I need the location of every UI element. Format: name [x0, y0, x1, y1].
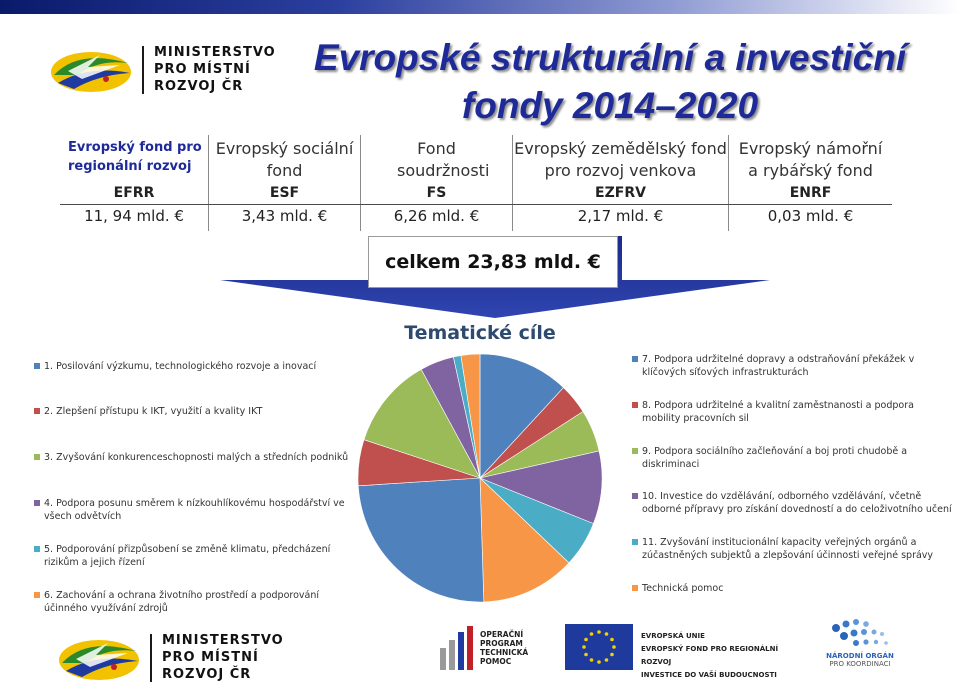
legend-label: 2. Zlepšení přístupu k IKT, využití a kvality IKT [44, 406, 263, 417]
narodni-organ-text [820, 652, 900, 668]
narodni-line2: PRO KOORDINACI [829, 660, 891, 668]
legend-item [34, 360, 354, 373]
legend-item [34, 405, 354, 418]
ministry-emblem-icon [48, 45, 134, 95]
ministry-line3: ROZVOJ ČR [162, 667, 252, 682]
fund-amount: 0,03 mld. € [767, 207, 854, 225]
legend-item [632, 353, 952, 379]
legend-item [34, 451, 354, 464]
narodni-organ-logo [820, 616, 900, 672]
eu-star-icon [597, 660, 601, 664]
fund-abbr: ESF [269, 185, 300, 201]
fund-abbr: FS [426, 185, 447, 201]
fund-name: Evropský námořní a rybářský fond [738, 139, 883, 180]
fund-abbr: EZFRV [595, 185, 646, 201]
eu-star-icon [612, 645, 616, 649]
legend-swatch [632, 539, 638, 545]
fund-name: Evropský fond pro regionální rozvoj [68, 140, 202, 174]
legend-label: 5. Podporování přizpůsobení se změně klimatu, předcházení rizikům a jejich řízení [44, 544, 331, 568]
legend-label: 9. Podpora sociálního začleňování a boj proti chudobě a diskriminaci [642, 446, 908, 470]
legend-swatch [34, 592, 40, 598]
op-line1: OPERAČNÍ [480, 630, 524, 639]
fund-amount: 6,26 mld. € [393, 207, 480, 225]
fund-column [60, 135, 208, 231]
legend-item [34, 497, 354, 523]
legend-item [632, 536, 952, 562]
legend-swatch [34, 500, 40, 506]
thematic-goals-pie-chart [356, 352, 604, 604]
legend-item [632, 490, 952, 516]
funds-table [60, 135, 892, 231]
fund-column [513, 135, 728, 231]
ministry-line2: PRO MÍSTNÍ [162, 650, 259, 665]
legend-swatch [34, 408, 40, 414]
legend-swatch [34, 454, 40, 460]
legend-item [34, 589, 354, 615]
op-line2: PROGRAM [480, 639, 523, 648]
ministry-line3: ROZVOJ ČR [154, 79, 244, 94]
op-technicka-pomoc-logo [440, 626, 540, 670]
ministry-logo [48, 44, 276, 95]
fund-amount: 2,17 mld. € [577, 207, 664, 225]
legend-label: 8. Podpora udržitelné a kvalitní zaměstnanosti a podpora mobility pracovních sil [642, 400, 914, 424]
eu-star-icon [582, 645, 586, 649]
eu-line1: EVROPSKÁ UNIE [641, 632, 705, 640]
logo-divider [142, 46, 144, 94]
fund-amount: 3,43 mld. € [241, 207, 328, 225]
legend-swatch [632, 493, 638, 499]
eu-star-icon [590, 658, 594, 662]
legend-item [34, 543, 354, 569]
eu-star-icon [597, 630, 601, 634]
op-bars-icon [440, 626, 474, 670]
legend-item [632, 399, 952, 425]
legend-item [632, 445, 952, 471]
fund-name: Evropský zemědělský fond pro rozvoj venkova [514, 139, 727, 180]
eu-star-icon [584, 653, 588, 657]
legend-label: 7. Podpora udržitelné dopravy a odstraňování překážek v klíčových síťových infrastrukturách [642, 354, 915, 378]
total-amount-box: celkem 23,83 mld. € [368, 236, 618, 288]
eu-star-icon [605, 658, 609, 662]
fund-column [729, 135, 892, 231]
eu-star-icon [610, 638, 614, 642]
chart-title: Tematické cíle [404, 322, 556, 344]
eu-star-icon [610, 653, 614, 657]
fund-amount: 11, 94 mld. € [84, 207, 184, 225]
legend-swatch [34, 546, 40, 552]
legend-item [632, 582, 952, 595]
legend-label: Technická pomoc [642, 583, 724, 594]
fund-name: Evropský sociální fond [215, 139, 354, 180]
title-line2: fondy 2014–2020 [461, 85, 759, 126]
logo-divider [150, 634, 152, 682]
page-title [300, 34, 920, 130]
eu-star-icon [590, 632, 594, 636]
legend-swatch [632, 585, 638, 591]
op-text [480, 630, 528, 666]
narodni-line1: NÁRODNÍ ORGÁN [826, 652, 894, 660]
eu-line2: EVROPSKÝ FOND PRO REGIONÁLNÍ ROZVOJ [641, 645, 779, 666]
ministry-logo-footer [56, 632, 284, 682]
legend-swatch [632, 356, 638, 362]
ministry-emblem-icon [56, 633, 142, 682]
pie-slice [358, 478, 484, 602]
ministry-line2: PRO MÍSTNÍ [154, 62, 251, 77]
legend-label: 10. Investice do vzdělávání, odborného vzdělávání, včetně odborné přípravy pro získání dovedností a do celoživotního učení [642, 491, 952, 515]
ministry-line1: MINISTERSTVO [154, 45, 276, 60]
legend-swatch [632, 402, 638, 408]
eu-star-icon [605, 632, 609, 636]
ministry-line1: MINISTERSTVO [162, 633, 284, 648]
legend-label: 4. Podpora posunu směrem k nízkouhlíkovému hospodářství ve všech odvětvích [44, 498, 345, 522]
eu-line3: INVESTICE DO VAŠÍ BUDOUCNOSTI [641, 671, 777, 679]
ministry-name [162, 632, 284, 682]
eu-text [641, 630, 805, 682]
op-line3: TECHNICKÁ [480, 648, 529, 657]
legend-label: 1. Posilování výzkumu, technologického rozvoje a inovací [44, 361, 317, 372]
fund-column [209, 135, 360, 231]
op-line4: POMOC [480, 657, 512, 666]
fund-abbr: ENRF [789, 185, 832, 201]
title-line1: Evropské strukturální a investiční [313, 37, 907, 78]
table-rule [60, 204, 892, 205]
fund-abbr: EFRR [113, 185, 155, 201]
top-gradient-bar [0, 0, 960, 14]
legend-label: 11. Zvyšování institucionální kapacity veřejných orgánů a zúčastněných subjektů a zlepšování účinnosti veřejné správy [642, 537, 934, 561]
eu-logo [565, 624, 805, 679]
legend-label: 3. Zvyšování konkurenceschopnosti malých a středních podniků [44, 452, 349, 463]
legend-swatch [632, 448, 638, 454]
eu-flag-icon [565, 624, 633, 670]
legend-label: 6. Zachování a ochrana životního prostředí a podporování účinného využívání zdrojů [44, 590, 319, 614]
dots-icon [826, 616, 894, 650]
fund-column [361, 135, 512, 231]
fund-name: Fond soudržnosti [397, 139, 490, 180]
eu-star-icon [584, 638, 588, 642]
ministry-name [154, 44, 276, 95]
legend-swatch [34, 363, 40, 369]
